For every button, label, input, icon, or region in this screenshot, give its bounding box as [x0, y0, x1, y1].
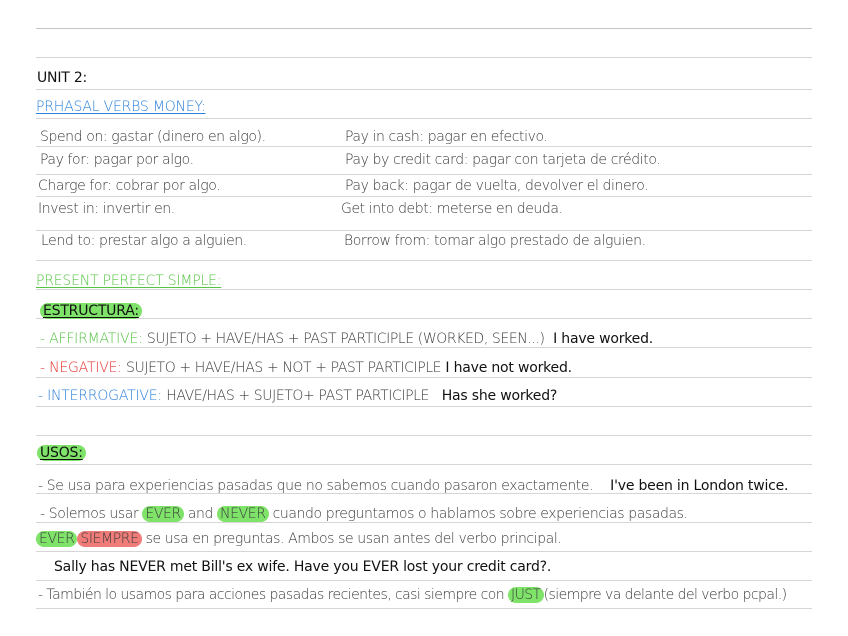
ruled-line: [36, 118, 812, 119]
ruled-line: [36, 406, 812, 407]
ruled-line: [36, 230, 812, 231]
negative-line: [40, 359, 572, 377]
phrasal-verb-right: Pay in cash: pagar en efectivo.: [345, 129, 548, 145]
phrasal-verb-left: Invest in: invertir en.: [38, 201, 175, 217]
ruled-line: [36, 377, 812, 378]
phrasal-verbs-heading: PRHASAL VERBS MONEY:: [36, 99, 206, 115]
ever-highlight: EVER: [36, 531, 77, 547]
ruled-line: [36, 28, 812, 29]
usos-line-5: [38, 586, 787, 604]
ruled-line: [36, 57, 812, 58]
negative-label: - NEGATIVE:: [40, 360, 122, 376]
ruled-line: [36, 580, 812, 581]
usos-line-3: [36, 530, 561, 548]
ruled-line: [36, 196, 812, 197]
phrasal-verb-left: Charge for: cobrar por algo.: [38, 178, 221, 194]
structure-label-highlight: ESTRUCTURA:: [40, 303, 142, 319]
ruled-line: [36, 174, 812, 175]
usos-line-2-post: cuando preguntamos o hablamos sobre experiencias pasadas.: [272, 506, 688, 522]
negative-example: I have not worked.: [445, 360, 572, 376]
interrogative-label: - INTERROGATIVE:: [38, 388, 162, 404]
usos-line-3-post: se usa en preguntas. Ambos se usan antes del verbo principal.: [145, 531, 562, 547]
usos-line-5-post: (siempre va delante del verbo pcpal.): [543, 587, 787, 603]
phrasal-verb-left: Spend on: gastar (dinero en algo).: [40, 129, 266, 145]
phrasal-verb-right: Pay back: pagar de vuelta, devolver el dinero.: [345, 178, 649, 194]
phrasal-verb-right: Pay by credit card: pagar con tarjeta de crédito.: [345, 152, 661, 168]
affirmative-label: - AFFIRMATIVE:: [40, 331, 143, 347]
just-highlight: JUST: [508, 587, 544, 603]
phrasal-verb-right: Borrow from: tomar algo prestado de alguien.: [344, 233, 646, 249]
affirmative-example: I have worked.: [553, 331, 654, 347]
phrasal-verb-right: Get into debt: meterse en deuda.: [341, 201, 563, 217]
usos-line-2: [40, 505, 688, 523]
affirmative-line: [40, 330, 653, 348]
affirmative-formula: SUJETO + HAVE/HAS + PAST PARTICIPLE (WORKED, SEEN...): [146, 331, 545, 347]
interrogative-formula: HAVE/HAS + SUJETO+ PAST PARTICIPLE: [166, 388, 429, 404]
ruled-line: [36, 551, 812, 552]
ruled-line: [36, 435, 812, 436]
negative-formula: SUJETO + HAVE/HAS + NOT + PAST PARTICIPLE: [126, 360, 442, 376]
ruled-line: [36, 89, 812, 90]
ruled-line: [36, 318, 812, 319]
never-highlight: NEVER: [217, 506, 268, 522]
ruled-line: [36, 146, 812, 147]
ruled-line: [36, 260, 812, 261]
usos-label-highlight: USOS:: [37, 445, 86, 461]
interrogative-line: [38, 387, 557, 405]
unit-title: UNIT 2:: [37, 70, 88, 86]
usos-line-1-example: I've been in London twice.: [610, 478, 789, 494]
interrogative-example: Has she worked?: [441, 388, 558, 404]
usos-line-2-mid: and: [187, 506, 213, 522]
usos-line-4: Sally has NEVER met Bill's ex wife. Have you EVER lost your credit card?.: [54, 559, 552, 575]
phrasal-verb-left: Lend to: prestar algo a alguien.: [41, 233, 247, 249]
ruled-line: [36, 608, 812, 609]
present-perfect-heading: PRESENT PERFECT SIMPLE:: [36, 273, 222, 289]
ever-highlight: EVER: [142, 506, 183, 522]
usos-line-5-pre: - También lo usamos para acciones pasadas recientes, casi siempre con: [38, 587, 505, 603]
usos-line-2-pre: - Solemos usar: [40, 506, 139, 522]
phrasal-verb-left: Pay for: pagar por algo.: [40, 152, 194, 168]
structure-label: [40, 302, 142, 320]
usos-line-1-text: - Se usa para experiencias pasadas que no sabemos cuando pasaron exactamente.: [38, 478, 594, 494]
siempre-highlight: SIEMPRE: [77, 531, 141, 547]
usos-line-1: [38, 477, 788, 495]
usos-label: [37, 444, 86, 462]
ruled-line: [36, 464, 812, 465]
